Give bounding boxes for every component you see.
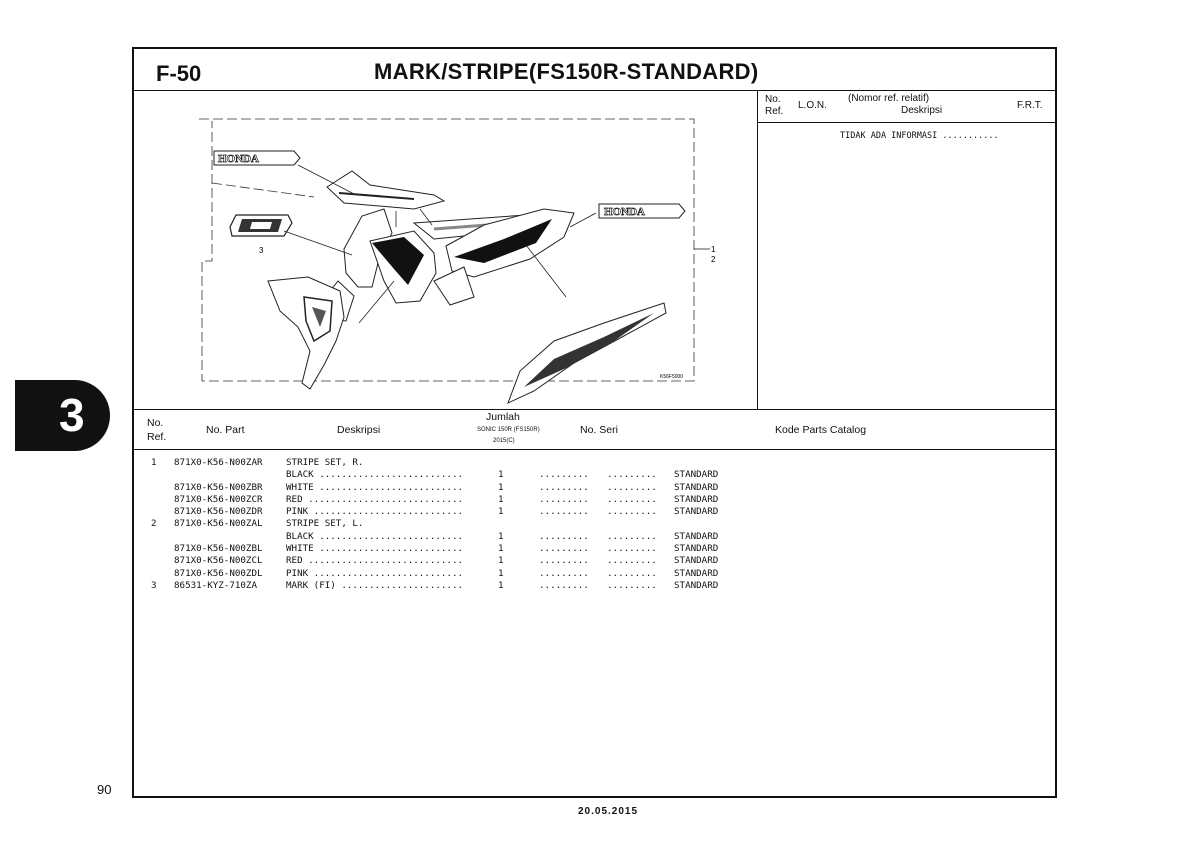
catalog-frame	[132, 47, 1057, 798]
row-qty: 1	[498, 481, 504, 493]
row-dots: .........	[607, 481, 657, 493]
row-ref: 1	[151, 457, 157, 468]
row-dots: .........	[539, 530, 589, 542]
row-qty: 1	[498, 543, 504, 555]
page-title: MARK/STRIPE(FS150R-STANDARD)	[374, 59, 759, 84]
table-row	[134, 494, 1055, 506]
row-ref: 2	[151, 518, 157, 530]
col-ref: Ref.	[147, 431, 167, 443]
row-description: RED ............................	[286, 493, 464, 505]
chapter-tab	[15, 380, 110, 451]
row-description: RED ............................	[286, 555, 464, 567]
table-row	[134, 555, 1055, 567]
row-part-number: 871X0-K56-N00ZAL	[174, 518, 263, 530]
row-dots: .........	[539, 579, 589, 591]
page-number: 90	[97, 782, 112, 797]
fi-mark-emblem	[230, 215, 292, 236]
table-row	[134, 469, 1055, 481]
callout-3: 3	[259, 246, 264, 255]
row-part-number: 871X0-K56-N00ZCR	[174, 493, 263, 505]
row-description: MARK (FI) ......................	[286, 579, 464, 591]
honda-text-left: HONDA	[218, 153, 259, 165]
row-code: STANDARD	[674, 543, 719, 555]
callout-1: 1	[711, 245, 716, 254]
row-dots: .........	[539, 555, 589, 567]
row-dots: .........	[607, 530, 657, 542]
honda-emblem-left	[214, 151, 300, 165]
page-date: 20.05.2015	[578, 806, 639, 817]
figure-code: K56F5000	[660, 374, 684, 380]
exploded-view-illustration	[134, 91, 758, 409]
row-part-number: 871X0-K56-N00ZDR	[174, 506, 263, 518]
row-qty: 1	[498, 530, 504, 542]
info-col-frt: F.R.T.	[1017, 100, 1043, 111]
row-code: STANDARD	[674, 579, 719, 591]
row-description: WHITE ..........................	[286, 481, 464, 493]
col-kode-parts: Kode Parts Catalog	[775, 424, 867, 436]
chapter-number: 3	[59, 389, 85, 441]
col-jumlah: Jumlah	[486, 411, 520, 423]
table-row	[134, 482, 1055, 494]
page-header	[134, 49, 1055, 91]
row-part-number: 871X0-K56-N00ZAR	[174, 457, 263, 468]
table-row	[134, 543, 1055, 555]
row-description: STRIPE SET, L.	[286, 518, 364, 530]
col-jumlah-year: 2015(C)	[493, 438, 515, 444]
table-row	[134, 506, 1055, 518]
callout-2: 2	[711, 255, 716, 264]
row-qty: 1	[498, 555, 504, 567]
row-description: STRIPE SET, R.	[286, 457, 364, 468]
row-description: PINK ...........................	[286, 506, 464, 518]
row-qty: 1	[498, 567, 504, 579]
info-col-ref: Ref.	[765, 106, 784, 117]
row-dots: .........	[539, 543, 589, 555]
row-part-number: 871X0-K56-N00ZBR	[174, 481, 263, 493]
col-no-seri: No. Seri	[580, 424, 618, 436]
row-dots: .........	[607, 469, 657, 481]
row-part-number: 871X0-K56-N00ZCL	[174, 555, 263, 567]
row-qty: 1	[498, 469, 504, 481]
parts-table-header	[134, 409, 1055, 450]
row-part-number: 871X0-K56-N00ZDL	[174, 567, 263, 579]
row-qty: 1	[498, 493, 504, 505]
row-dots: .........	[539, 469, 589, 481]
row-dots: .........	[607, 579, 657, 591]
parts-diagram	[134, 91, 758, 409]
row-qty: 1	[498, 506, 504, 518]
table-row	[134, 580, 1055, 592]
row-description: WHITE ..........................	[286, 543, 464, 555]
row-dots: .........	[607, 567, 657, 579]
info-note: TIDAK ADA INFORMASI ...........	[840, 131, 999, 141]
honda-emblem-right	[599, 204, 685, 218]
reference-info-panel	[758, 91, 1055, 409]
section-code: F-50	[156, 61, 202, 86]
parts-list	[134, 457, 1055, 592]
row-dots: .........	[539, 506, 589, 518]
row-dots: .........	[607, 543, 657, 555]
row-code: STANDARD	[674, 493, 719, 505]
row-dots: .........	[539, 493, 589, 505]
col-no-part: No. Part	[206, 424, 245, 436]
row-dots: .........	[539, 567, 589, 579]
table-row	[134, 457, 1055, 469]
table-row	[134, 531, 1055, 543]
col-no: No.	[147, 417, 164, 429]
row-dots: .........	[607, 506, 657, 518]
info-col-desc-top: (Nomor ref. relatif)	[848, 93, 930, 104]
info-col-no: No.	[765, 94, 781, 105]
col-jumlah-model: SONIC 150R (FS150R)	[477, 427, 540, 433]
info-col-desc: Deskripsi	[901, 105, 943, 116]
row-dots: .........	[607, 555, 657, 567]
row-part-number: 86531-KYZ-710ZA	[174, 579, 257, 591]
col-deskripsi: Deskripsi	[337, 424, 381, 436]
row-code: STANDARD	[674, 506, 719, 518]
table-row	[134, 568, 1055, 580]
row-qty: 1	[498, 579, 504, 591]
row-dots: .........	[607, 493, 657, 505]
row-description: PINK ...........................	[286, 567, 464, 579]
row-part-number: 871X0-K56-N00ZBL	[174, 543, 263, 555]
table-row	[134, 518, 1055, 530]
row-code: STANDARD	[674, 555, 719, 567]
row-ref: 3	[151, 579, 157, 591]
info-panel-header	[758, 91, 1055, 123]
row-code: STANDARD	[674, 469, 719, 481]
row-dots: .........	[539, 481, 589, 493]
row-description: BLACK ..........................	[286, 530, 464, 542]
honda-text-right: HONDA	[604, 206, 645, 218]
info-col-lon: L.O.N.	[798, 100, 827, 111]
row-description: BLACK ..........................	[286, 469, 464, 481]
row-code: STANDARD	[674, 567, 719, 579]
row-code: STANDARD	[674, 481, 719, 493]
row-code: STANDARD	[674, 530, 719, 542]
